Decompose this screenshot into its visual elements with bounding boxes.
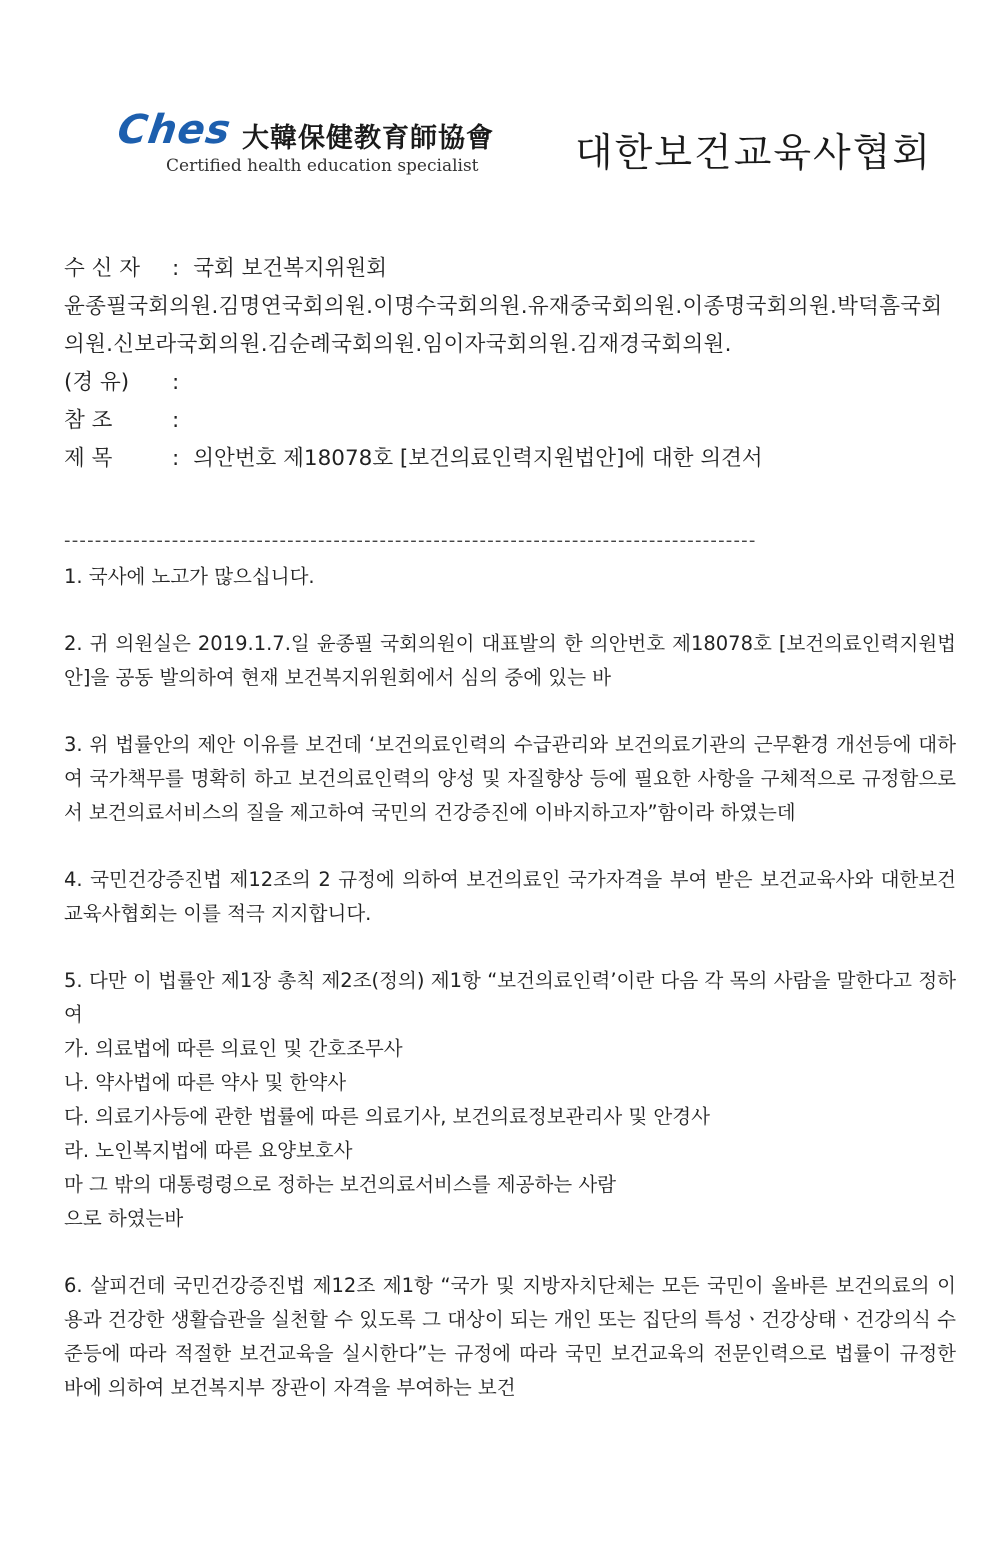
paragraph-2: 2. 귀 의원실은 2019.1.7.일 윤종필 국회의원이 대표발의 한 의안번호 제18078호 [보건의료인력지원법안]을 공동 발의하여 현재 보건복지위원회에서 심의 중에 있는 바 <box>64 632 956 689</box>
paragraph-5 <box>64 964 956 1236</box>
definition-item-b: 나. 약사법에 따른 약사 및 한약사 <box>64 1071 347 1094</box>
subject-row <box>64 440 956 478</box>
paragraph-1: 1. 국사에 노고가 많으십니다. <box>64 565 315 588</box>
definition-item-e: 마 그 밖의 대통령령으로 정하는 보건의료서비스를 제공하는 사람 <box>64 1173 616 1196</box>
paragraph-3: 3. 위 법률안의 제안 이유를 보건데 ‘보건의료인력의 수급관리와 보건의료기관의 근무환경 개선등에 대하여 국가책무를 명확히 하고 보건의료인력의 양성 및 자질향상 등에 필요한 사항을 구체적으로 규정함으로서 보건의료서비스의 질을 제고하여 국민의 건강증진에 이바지하고자”함이라 하였는데 <box>64 733 956 824</box>
logo-subtitle: Certified health education specialist <box>166 156 479 176</box>
recipient-members: 윤종필국회의원.김명연국회의원.이명수국회의원.유재중국회의원.이종명국회의원.박덕흠국회의원.신보라국회의원.김순례국회의원.임이자국회의원.김재경국회의원. <box>64 294 943 357</box>
logo-hanja-name: 大韓保健教育師協會 <box>242 123 494 154</box>
definition-item-d: 라. 노인복지법에 따른 요양보호사 <box>64 1139 353 1162</box>
reference-label: 참 조 <box>64 408 113 433</box>
definition-item-a: 가. 의료법에 따른 의료인 및 간호조무사 <box>64 1037 403 1060</box>
recipient-value: 국회 보건복지위원회 <box>193 256 388 281</box>
logo-mark: Ches <box>114 107 235 153</box>
letterhead <box>0 0 999 200</box>
organization-name: 대한보건교육사협회 <box>575 131 933 176</box>
colon: : <box>172 370 180 395</box>
paragraph-6: 6. 살피건데 국민건강증진법 제12조 제1항 “국가 및 지방자치단체는 모든 국민이 올바른 보건의료의 이용과 건강한 생활습관을 실천할 수 있도록 그 대상이 되는 개인 또는 집단의 특성ㆍ건강상태ㆍ건강의식 수준등에 따라 적절한 보건교육을 실시한다”는 규정에 따라 국민 보건교육의 전문인력으로 법률이 규정한 바에 의하여 보건복지부 장관이 자격을 부여하는 보건 <box>64 1274 956 1399</box>
colon: : <box>172 446 180 471</box>
reference-row <box>64 402 956 440</box>
document-body <box>64 560 956 1438</box>
paragraph-5-outro: 으로 하였는바 <box>64 1207 184 1230</box>
subject-value: 의안번호 제18078호 [보건의료인력지원법안]에 대한 의견서 <box>193 446 763 471</box>
via-label: (경 유) <box>64 370 130 395</box>
colon: : <box>172 408 180 433</box>
colon: : <box>172 256 180 281</box>
document-meta <box>64 250 956 478</box>
via-row <box>64 364 956 402</box>
subject-label: 제 목 <box>64 446 113 471</box>
paragraph-4: 4. 국민건강증진법 제12조의 2 규정에 의하여 보건의료인 국가자격을 부여 받은 보건교육사와 대한보건교육사협회는 이를 적극 지지합니다. <box>64 868 956 925</box>
definition-item-c: 다. 의료기사등에 관한 법률에 따른 의료기사, 보건의료정보관리사 및 안경사 <box>64 1105 710 1128</box>
recipient-label: 수 신 자 <box>64 256 140 281</box>
recipient-row <box>64 250 956 288</box>
association-logo <box>114 107 538 183</box>
section-divider: ------------------------------------------------------------------------------------------ <box>64 530 757 551</box>
paragraph-5-intro: 5. 다만 이 법률안 제1장 총칙 제2조(정의) 제1항 “보건의료인력’이란 다음 각 목의 사람을 말한다고 정하여 <box>64 969 956 1026</box>
